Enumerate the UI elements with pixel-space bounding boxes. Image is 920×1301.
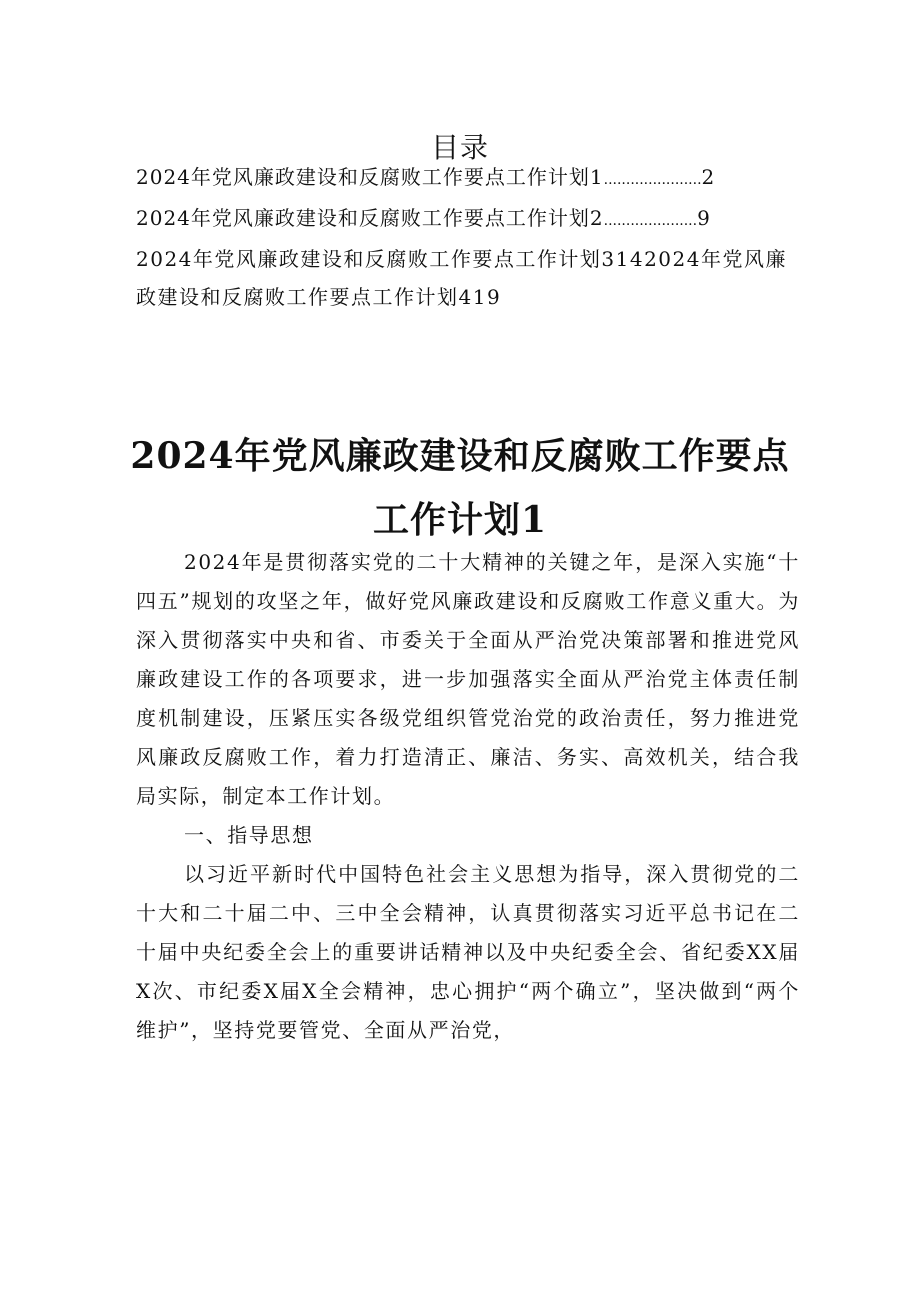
toc-entry-title: 2024年党风廉政建设和反腐败工作要点工作计划1 bbox=[136, 165, 604, 189]
toc-heading: 目录 bbox=[430, 131, 489, 164]
intro-paragraph: 2024年是贯彻落实党的二十大精神的关键之年，是深入实施“十四五”规划的攻坚之年，做好党风廉政建设和反腐败工作意义重大。为深入贯彻落实中央和省、市委关于全面从严治党决策部署和推进党风廉政建设工作的各项要求，进一步加强落实全面从严治党主体责任制度机制建设，压紧压实各级党组织管党治党的政治责任，努力推进党风廉政反腐败工作，着力打造清正、廉洁、务实、高效机关，结合我局实际，制定本工作计划。 bbox=[136, 550, 800, 808]
toc-entry[interactable] bbox=[136, 158, 796, 199]
toc-list bbox=[136, 158, 796, 316]
toc-entry-combined[interactable]: 2024年党风廉政建设和反腐败工作要点工作计划3142024年党风廉政建设和反腐败工作要点工作计划419 bbox=[136, 247, 787, 309]
toc-leader: ..................... bbox=[603, 213, 698, 229]
section-heading-guiding-ideology: 一、指导思想 bbox=[184, 823, 314, 847]
toc-leader: ...................... bbox=[603, 172, 702, 188]
document-title: 2024年党风廉政建设和反腐败工作要点工作计划1 bbox=[130, 435, 790, 542]
toc-entry-title: 2024年党风廉政建设和反腐败工作要点工作计划2 bbox=[136, 206, 604, 230]
toc-entry[interactable] bbox=[136, 199, 796, 240]
toc-entry-page: 2 bbox=[701, 165, 716, 189]
document-body bbox=[136, 543, 800, 1050]
toc-entry-page: 9 bbox=[697, 206, 711, 230]
section-paragraph: 以习近平新时代中国特色社会主义思想为指导，深入贯彻党的二十大和二十届二中、三中全会精神，认真贯彻落实习近平总书记在二十届中央纪委全会上的重要讲话精神以及中央纪委全会、省纪委XX届X次、市纪委X届X全会精神，忠心拥护“两个确立”，坚决做到“两个维护”，坚持党要管党、全面从严治党， bbox=[136, 862, 800, 1042]
